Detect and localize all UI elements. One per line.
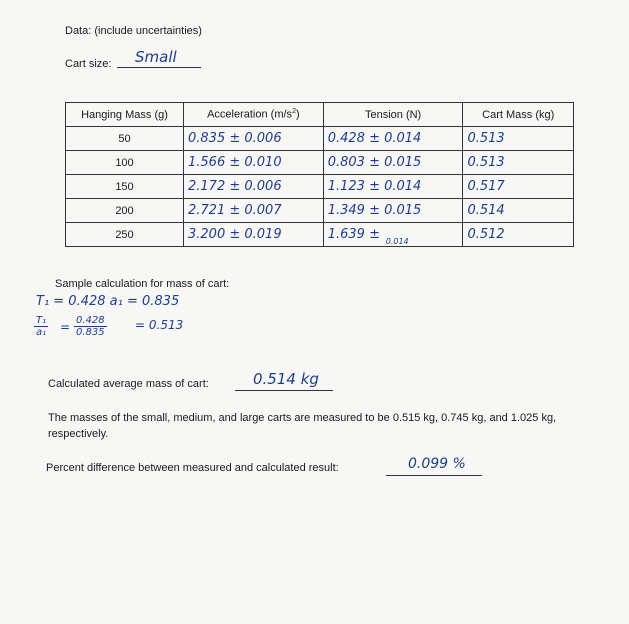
masses-paragraph: The masses of the small, medium, and large carts are measured to be 0.515 kg, 0.745 kg, and 1.025 kg, respectively. <box>48 412 557 440</box>
table-header-row <box>66 103 574 127</box>
col-cart-mass: Cart Mass (kg) <box>463 103 574 127</box>
cell-tension: 1.349 ± 0.015 <box>323 199 463 223</box>
cell-cart-mass: 0.517 <box>463 175 574 199</box>
fraction-numeric-num: 0.428 <box>76 315 105 326</box>
cell-tension-value: 1.639 ± <box>327 227 380 242</box>
cart-size-value: Small <box>135 48 177 66</box>
col-hanging-mass: Hanging Mass (g) <box>66 103 184 127</box>
fraction-numeric-den: 0.835 <box>76 327 105 338</box>
col-acceleration-label: Acceleration (m/s <box>207 108 293 121</box>
data-heading: Data: (include uncertainties) <box>65 25 202 37</box>
cell-tension: 1.123 ± 0.014 <box>323 175 463 199</box>
cart-size-label: Cart size: <box>65 58 112 70</box>
sample-calc-result: = 0.513 <box>135 318 184 332</box>
sample-calc-line1: T₁ = 0.428 a₁ = 0.835 <box>36 294 180 309</box>
cell-mass: 50 <box>66 127 184 151</box>
cell-mass: 150 <box>66 175 184 199</box>
fraction-symbolic <box>34 315 48 338</box>
sample-calc-label: Sample calculation for mass of cart: <box>55 278 230 290</box>
cell-accel: 2.721 ± 0.007 <box>184 199 324 223</box>
table-row <box>66 127 574 151</box>
cell-cart-mass: 0.513 <box>463 127 574 151</box>
cell-accel: 2.172 ± 0.006 <box>184 175 324 199</box>
fraction-symbolic-num: T₁ <box>36 315 47 326</box>
cart-size-field <box>117 48 201 68</box>
data-table <box>65 102 574 247</box>
cell-accel: 0.835 ± 0.006 <box>184 127 324 151</box>
col-acceleration-exponent: 2 <box>292 108 296 116</box>
cell-tension-correction: 0.014 <box>385 237 409 246</box>
col-acceleration <box>184 103 324 127</box>
cell-accel: 1.566 ± 0.010 <box>184 151 324 175</box>
fraction-equals: = <box>60 320 71 334</box>
table-row <box>66 151 574 175</box>
average-label: Calculated average mass of cart: <box>48 378 209 390</box>
cell-tension: 0.803 ± 0.015 <box>323 151 463 175</box>
table-row <box>66 199 574 223</box>
col-acceleration-close: ) <box>295 108 300 121</box>
cell-cart-mass: 0.512 <box>463 223 574 247</box>
col-tension: Tension (N) <box>323 103 463 127</box>
percent-field <box>386 458 482 476</box>
cell-cart-mass: 0.514 <box>463 199 574 223</box>
cell-cart-mass: 0.513 <box>463 151 574 175</box>
cell-tension <box>323 223 463 247</box>
cell-mass: 100 <box>66 151 184 175</box>
cell-tension: 0.428 ± 0.014 <box>323 127 463 151</box>
percent-value: 0.099 % <box>408 456 466 472</box>
cell-mass: 200 <box>66 199 184 223</box>
fraction-symbolic-den: a₁ <box>35 327 47 338</box>
cell-mass: 250 <box>66 223 184 247</box>
average-value: 0.514 kg <box>253 370 319 388</box>
table-row <box>66 223 574 247</box>
cell-accel: 3.200 ± 0.019 <box>184 223 324 247</box>
percent-label: Percent difference between measured and calculated result: <box>46 462 339 474</box>
table-row <box>66 175 574 199</box>
fraction-numeric <box>74 315 107 338</box>
average-field <box>235 372 333 391</box>
